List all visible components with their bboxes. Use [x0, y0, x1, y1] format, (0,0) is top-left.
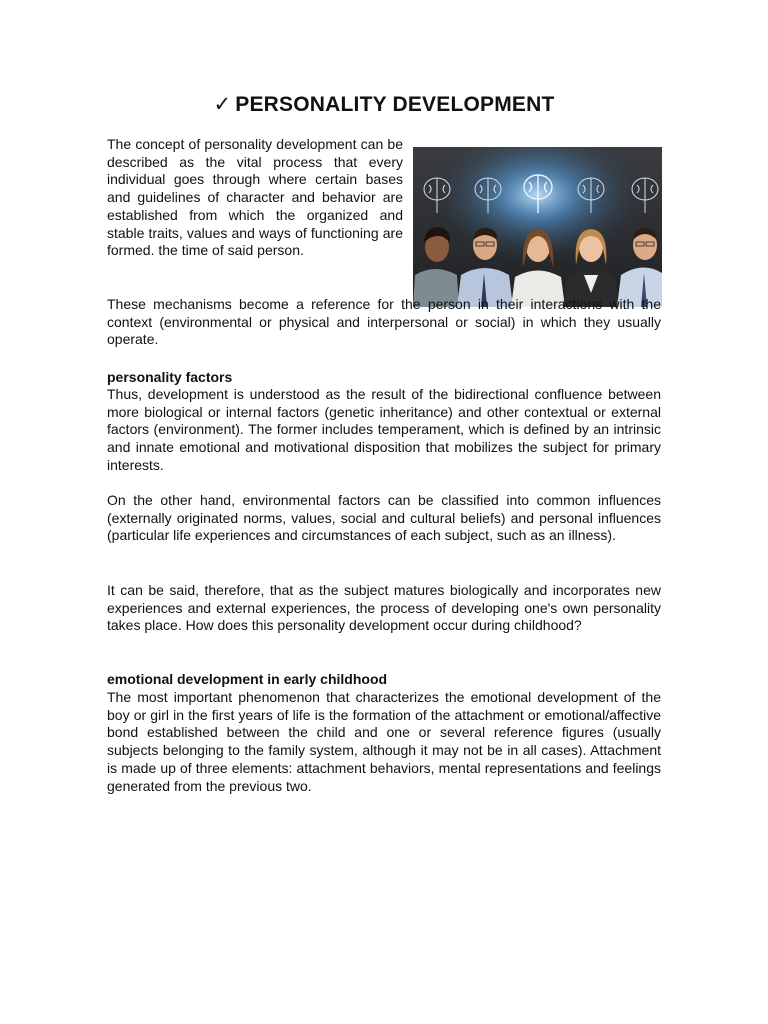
- mechanisms-paragraph: [107, 296, 661, 349]
- section-heading-emotional-development: emotional development in early childhood: [107, 671, 388, 687]
- page-title: [0, 89, 768, 120]
- checkmark-icon: ✓: [213, 92, 232, 116]
- intro-paragraph: The concept of personality development can be described as the vital process that every individual goes through where certain bases and guidelines of character and behavior are established from which the organized and stable traits, values and ways of functioning are formed. the time of said person.: [107, 136, 403, 259]
- brains-people-illustration: [413, 147, 662, 307]
- factors-paragraph-3: It can be said, therefore, that as the subject matures biologically and incorporates new experiences and external experiences, the process of developing one's own personality takes place. How does this personality development occur during childhood?: [107, 582, 661, 634]
- emotional-paragraph: The most important phenomenon that characterizes the emotional development of the boy or girl in the first years of life is the formation of the attachment or emotional/affective bond established between the child and one or several reference figures (usually subjects belonging to the family system, although it may not be in all cases). Attachment is made up of three elements: attachment behaviors, mental representations and feelings generated from the previous two.: [107, 689, 661, 794]
- page-title-text: PERSONALITY DEVELOPMENT: [235, 93, 555, 116]
- illustration-svg: [413, 147, 662, 307]
- mechanisms-text: These mechanisms become a reference for the person in their interactions with the context (environmental or physical and interpersonal or social) in which they usually operate.: [107, 296, 661, 348]
- factors-paragraph-1: Thus, development is understood as the result of the bidirectional confluence between more biological or internal factors (genetic inheritance) and other contextual or external factors (environment). The former includes temperament, which is defined by an intrinsic and innate emotional and motivational disposition that mobilizes the subject for primary interests.: [107, 386, 661, 473]
- section-heading-personality-factors: personality factors: [107, 369, 233, 385]
- factors-paragraph-2: On the other hand, environmental factors can be classified into common influences (externally originated norms, values, social and cultural beliefs) and personal influences (particular life experiences and circumstances of each subject, such as an illness).: [107, 492, 661, 544]
